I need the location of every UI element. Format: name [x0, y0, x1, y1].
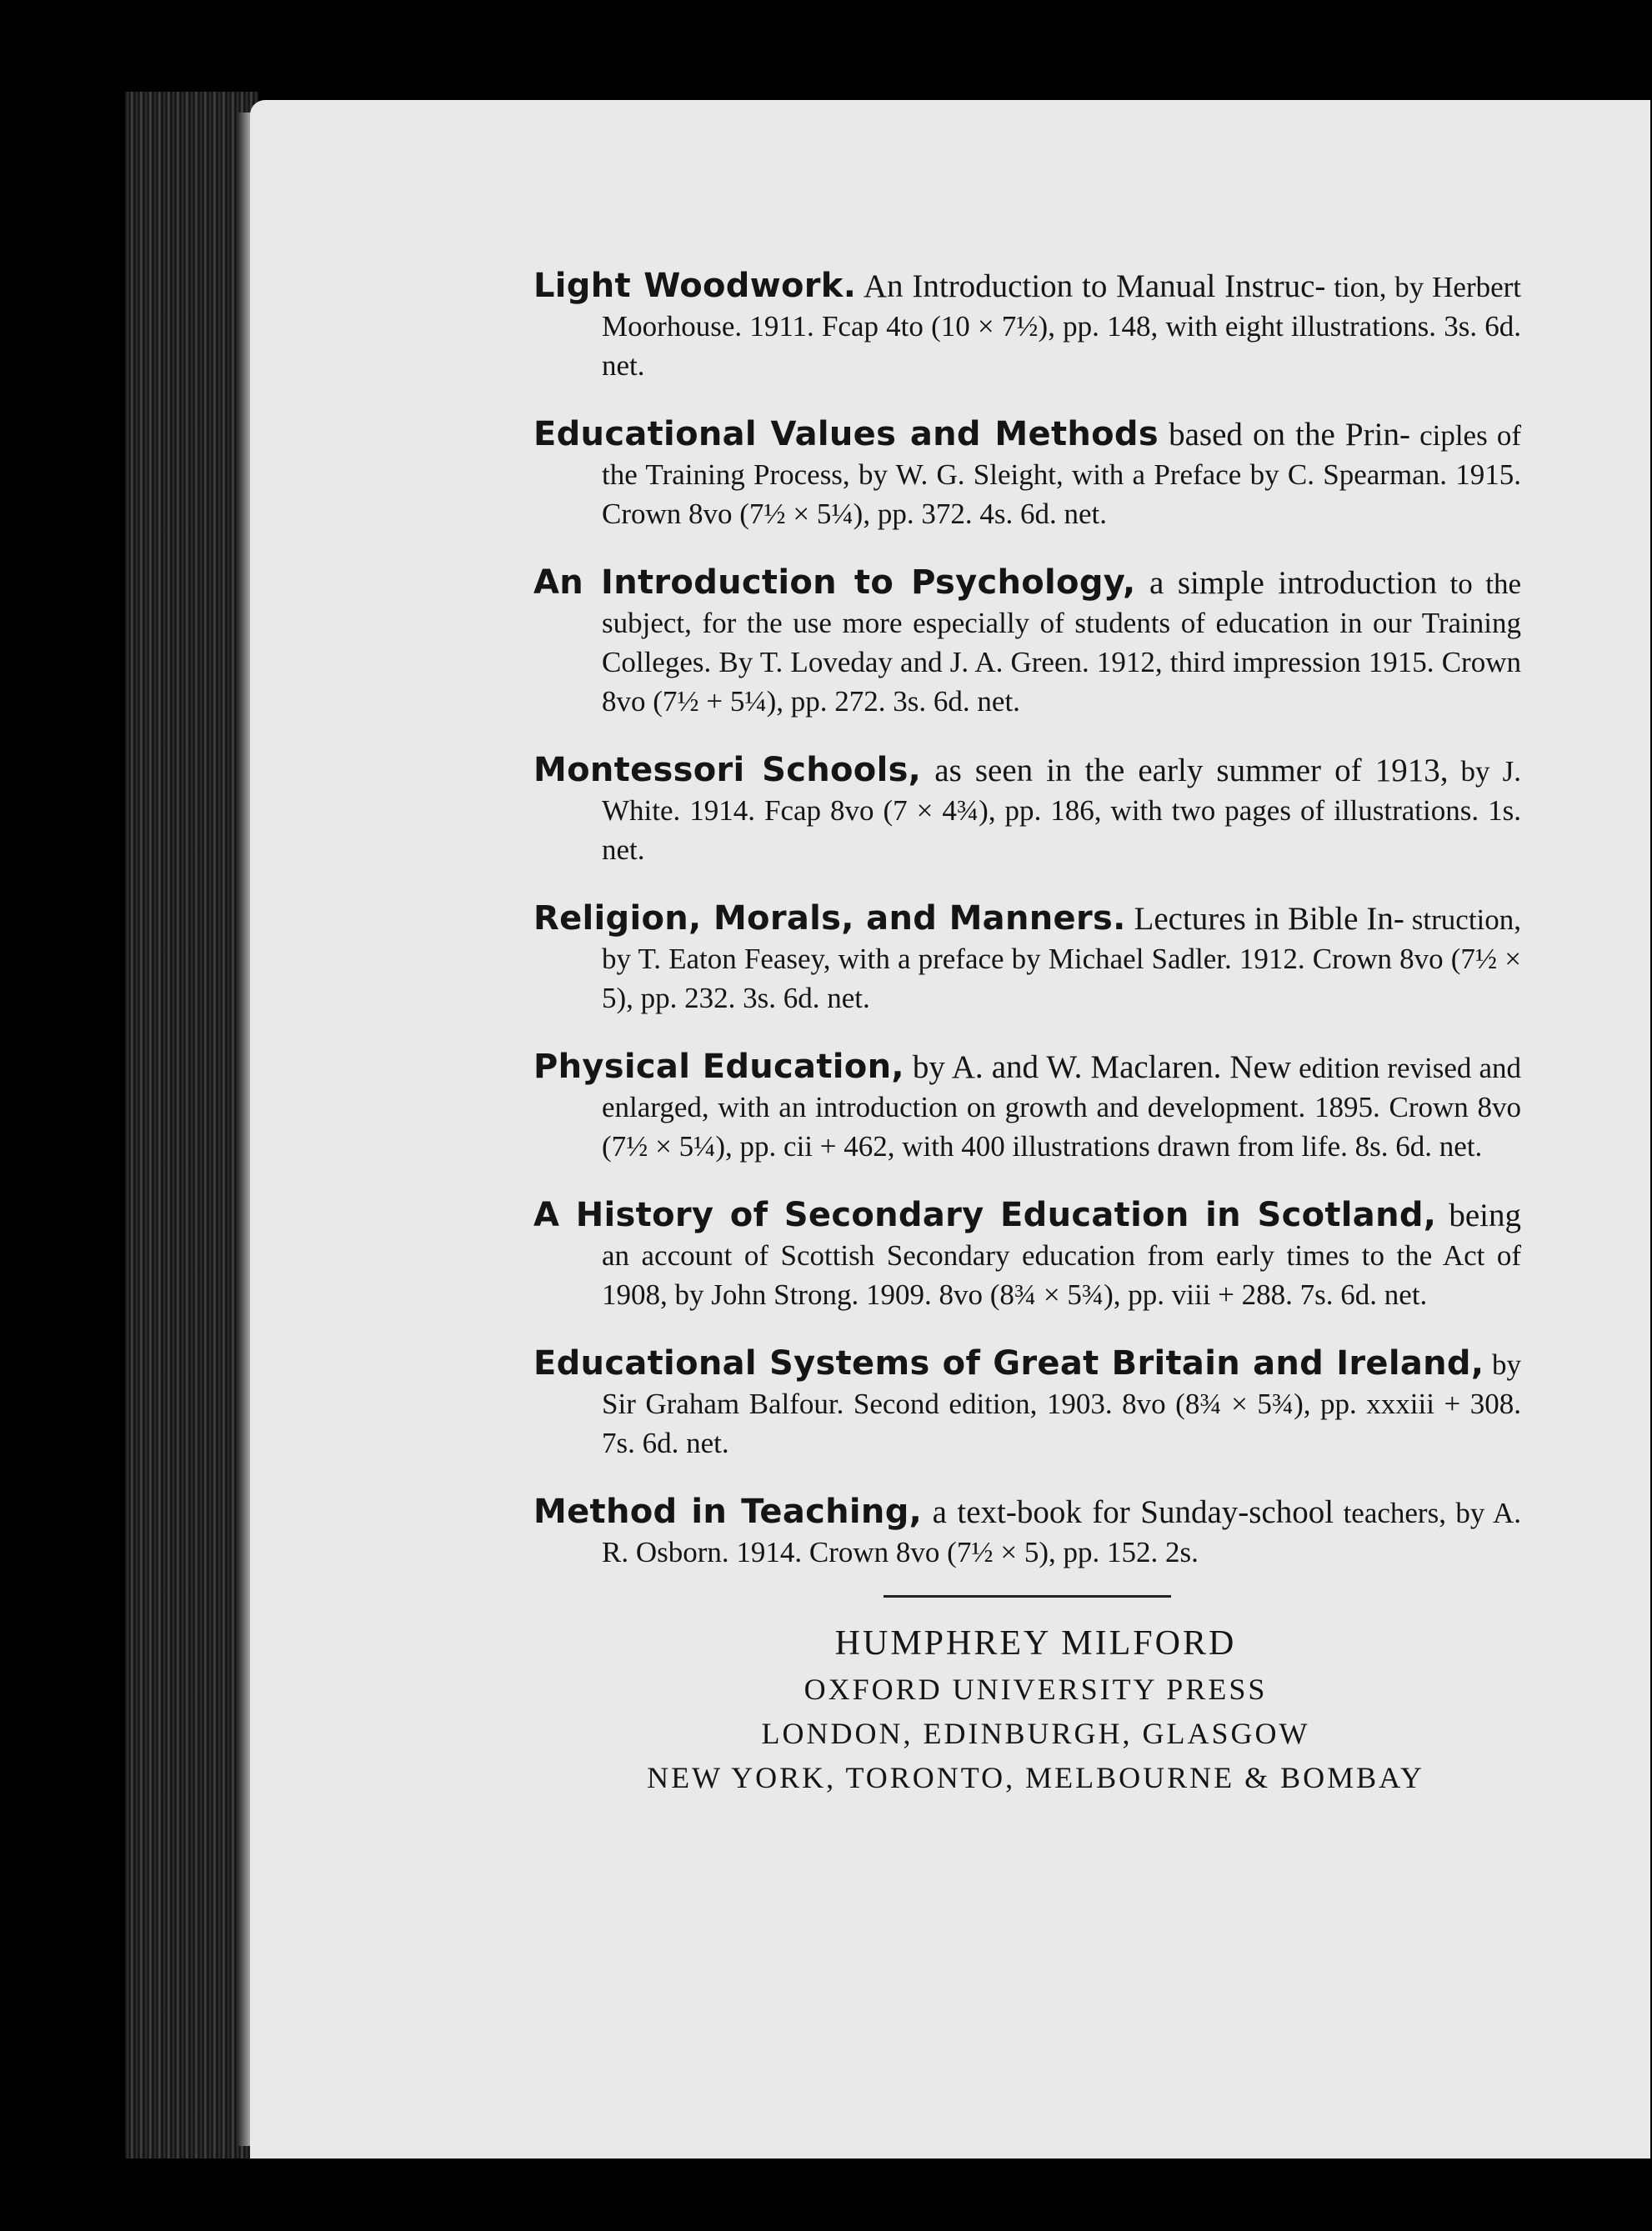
book-description-lead: a text-book for Sunday-school: [922, 1494, 1334, 1530]
book-title: Light Woodwork.: [533, 267, 857, 305]
divider-rule: [884, 1595, 1171, 1598]
book-details: by Sir Graham Balfour. Second edition, 1903. 8vo (8¾ × 5¾), pp. xxxiii + 308. 7s. 6d. net.: [602, 1348, 1522, 1459]
book-description-lead: being: [1436, 1198, 1521, 1233]
book-details: by J. White. 1914. Fcap 8vo (7 × 4¾), pp. 186, with two pages of illustrations. 1s. net.: [602, 755, 1522, 866]
book-details: teachers, by A. R. Osborn. 1914. Crown 8vo (7½ × 5), pp. 152. 2s.: [602, 1497, 1521, 1568]
advertisement-list: [533, 267, 1521, 1800]
book-description-lead: as seen in the early summer of 1913,: [921, 753, 1449, 788]
book-entry: [533, 899, 1521, 1018]
book-description-lead: based on the Prin-: [1158, 417, 1410, 453]
publisher-cities-uk: LONDON, EDINBURGH, GLASGOW: [761, 1717, 1310, 1750]
publisher-name: HUMPHREY MILFORD: [834, 1624, 1237, 1663]
publisher-cities-abroad: NEW YORK, TORONTO, MELBOURNE & BOMBAY: [647, 1761, 1424, 1794]
book-description-lead: An Introduction to Manual Instruc-: [856, 268, 1326, 304]
book-title: Educational Systems of Great Britain and Ireland,: [533, 1344, 1484, 1383]
book-entry: [533, 1493, 1521, 1572]
book-details: edition revised and enlarged, with an introduction on growth and development. 1895. Crown 8vo (7½ × 5¼), pp. cii + 462, with 400 illustrations drawn from life. 8s. 6d. net.: [602, 1052, 1521, 1163]
book-title: Physical Education,: [533, 1048, 904, 1086]
book-title: Religion, Morals, and Manners.: [533, 899, 1126, 938]
book-title: Educational Values and Methods: [533, 415, 1159, 453]
book-entry: [533, 267, 1521, 385]
book-entry: [533, 563, 1521, 721]
book-title: A History of Secondary Education in Scotland,: [533, 1196, 1437, 1234]
book-entry: [533, 1048, 1521, 1166]
book-entry: [533, 415, 1521, 533]
book-details: to the subject, for the use more especially of students of education in our Training Colleges. By T. Loveday and J. A. Green. 1912, third impression 1915. Crown 8vo (7½ + 5¼), pp. 272. 3s. 6d. net.: [602, 568, 1522, 718]
book-description-lead: a simple introduction: [1135, 565, 1437, 601]
book-title: Montessori Schools,: [533, 751, 922, 789]
book-description-lead: by A. and W. Maclaren. New: [904, 1049, 1292, 1085]
book-title: Method in Teaching,: [533, 1493, 923, 1531]
book-title: An Introduction to Psychology,: [533, 563, 1136, 602]
book-entry: [533, 751, 1521, 869]
book-details: an account of Scottish Secondary education from early times to the Act of 1908, by John Strong. 1909. 8vo (8¾ × 5¾), pp. viii + 288. 7s. 6d. net.: [602, 1239, 1521, 1311]
book-details: struction, by T. Eaton Feasey, with a preface by Michael Sadler. 1912. Crown 8vo (7½ × 5), pp. 232. 3s. 6d. net.: [602, 903, 1522, 1014]
book-entry: [533, 1344, 1521, 1463]
book-entry: [533, 1196, 1521, 1314]
book-details: ciples of the Training Process, by W. G. Sleight, with a Preface by C. Spearman. 1915. Crown 8vo (7½ × 5¼), pp. 372. 4s. 6d. net.: [602, 419, 1521, 530]
publisher-imprint: [550, 1619, 1521, 1800]
book-details: tion, by Herbert Moorhouse. 1911. Fcap 4to (10 × 7½), pp. 148, with eight illustrations. 3s. 6d. net.: [602, 271, 1522, 382]
book-description-lead: Lectures in Bible In-: [1125, 901, 1404, 937]
publisher-press: OXFORD UNIVERSITY PRESS: [803, 1673, 1268, 1706]
